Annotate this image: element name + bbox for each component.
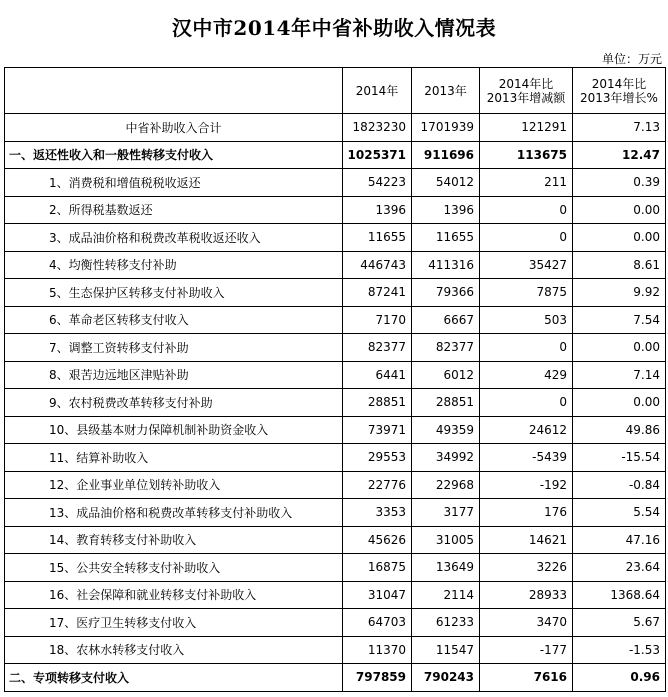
value-2013-cell: 6012 — [412, 361, 480, 389]
row-name-cell: 3、成品油价格和税费改革税收返还收入 — [5, 224, 343, 252]
row-name-cell: 2、所得税基数返还 — [5, 196, 343, 224]
diff-cell: 7875 — [480, 279, 573, 307]
value-2014-cell: 11370 — [343, 636, 412, 664]
table-row — [5, 444, 666, 472]
value-2013-cell: 34992 — [412, 444, 480, 472]
row-name-cell: 5、生态保护区转移支付补助收入 — [5, 279, 343, 307]
table-row — [5, 141, 666, 169]
value-2014-cell: 446743 — [343, 251, 412, 279]
value-2014-cell: 22776 — [343, 471, 412, 499]
table-row — [5, 581, 666, 609]
table-row — [5, 554, 666, 582]
diff-cell: 24612 — [480, 416, 573, 444]
row-name-cell: 18、农林水转移支付收入 — [5, 636, 343, 664]
value-2014-cell: 45626 — [343, 526, 412, 554]
row-name-cell: 7、调整工资转移支付补助 — [5, 334, 343, 362]
diff-cell: 28933 — [480, 581, 573, 609]
pct-cell: 0.39 — [573, 169, 666, 197]
pct-cell: 0.00 — [573, 389, 666, 417]
value-2013-cell: 61233 — [412, 609, 480, 637]
table-row — [5, 224, 666, 252]
table-header-row — [5, 68, 666, 114]
value-2014-cell: 1396 — [343, 196, 412, 224]
diff-cell: 503 — [480, 306, 573, 334]
value-2014-cell: 11655 — [343, 224, 412, 252]
value-2014-cell: 16875 — [343, 554, 412, 582]
pct-cell: 5.67 — [573, 609, 666, 637]
value-2013-cell: 11547 — [412, 636, 480, 664]
diff-cell: 0 — [480, 389, 573, 417]
value-2013-cell: 1396 — [412, 196, 480, 224]
header-2013: 2013年 — [412, 68, 480, 114]
header-item — [5, 68, 343, 114]
value-2014-cell: 797859 — [343, 664, 412, 692]
diff-cell: -192 — [480, 471, 573, 499]
row-name-cell: 二、专项转移支付收入 — [5, 664, 343, 692]
row-name-cell: 10、县级基本财力保障机制补助资金收入 — [5, 416, 343, 444]
value-2014-cell: 87241 — [343, 279, 412, 307]
table-row — [5, 499, 666, 527]
row-name-cell: 13、成品油价格和税费改革转移支付补助收入 — [5, 499, 343, 527]
value-2013-cell: 3177 — [412, 499, 480, 527]
pct-cell: 49.86 — [573, 416, 666, 444]
table-row — [5, 279, 666, 307]
pct-cell: 7.14 — [573, 361, 666, 389]
value-2014-cell: 64703 — [343, 609, 412, 637]
page-title: 汉中市2014年中省补助收入情况表 — [171, 16, 497, 40]
pct-cell: -15.54 — [573, 444, 666, 472]
header-2014: 2014年 — [343, 68, 412, 114]
pct-cell: 0.96 — [573, 664, 666, 692]
row-name-cell: 16、社会保障和就业转移支付补助收入 — [5, 581, 343, 609]
value-2014-cell: 28851 — [343, 389, 412, 417]
pct-cell: 0.00 — [573, 334, 666, 362]
value-2013-cell: 31005 — [412, 526, 480, 554]
diff-cell: 176 — [480, 499, 573, 527]
unit-label: 单位：万元 — [601, 52, 662, 66]
value-2014-cell: 31047 — [343, 581, 412, 609]
table-row — [5, 636, 666, 664]
table-row — [5, 114, 666, 142]
row-name-cell: 12、企业事业单位划转补助收入 — [5, 471, 343, 499]
row-name-cell: 一、返还性收入和一般性转移支付收入 — [5, 141, 343, 169]
row-name-cell: 15、公共安全转移支付补助收入 — [5, 554, 343, 582]
table-row — [5, 334, 666, 362]
value-2013-cell: 911696 — [412, 141, 480, 169]
row-name-cell: 14、教育转移支付补助收入 — [5, 526, 343, 554]
pct-cell: 7.13 — [573, 114, 666, 142]
value-2013-cell: 82377 — [412, 334, 480, 362]
diff-cell: 3470 — [480, 609, 573, 637]
diff-cell: 211 — [480, 169, 573, 197]
value-2013-cell: 49359 — [412, 416, 480, 444]
value-2013-cell: 79366 — [412, 279, 480, 307]
value-2013-cell: 1701939 — [412, 114, 480, 142]
diff-cell: 0 — [480, 334, 573, 362]
row-name-cell: 11、结算补助收入 — [5, 444, 343, 472]
row-name-cell: 中省补助收入合计 — [5, 114, 343, 142]
value-2014-cell: 29553 — [343, 444, 412, 472]
value-2014-cell: 7170 — [343, 306, 412, 334]
value-2013-cell: 411316 — [412, 251, 480, 279]
value-2014-cell: 73971 — [343, 416, 412, 444]
pct-cell: -1.53 — [573, 636, 666, 664]
table-row — [5, 609, 666, 637]
diff-cell: 429 — [480, 361, 573, 389]
pct-cell: 1368.64 — [573, 581, 666, 609]
value-2013-cell: 11655 — [412, 224, 480, 252]
diff-cell: -177 — [480, 636, 573, 664]
table-row — [5, 196, 666, 224]
pct-cell: 12.47 — [573, 141, 666, 169]
table-row — [5, 251, 666, 279]
value-2013-cell: 54012 — [412, 169, 480, 197]
pct-cell: 5.54 — [573, 499, 666, 527]
value-2014-cell: 54223 — [343, 169, 412, 197]
diff-cell: 0 — [480, 196, 573, 224]
header-diff: 2014年比2013年增减额 — [480, 68, 573, 114]
table-row — [5, 664, 666, 692]
table-row — [5, 526, 666, 554]
pct-cell: -0.84 — [573, 471, 666, 499]
diff-cell: 3226 — [480, 554, 573, 582]
value-2013-cell: 22968 — [412, 471, 480, 499]
diff-cell: 0 — [480, 224, 573, 252]
value-2013-cell: 28851 — [412, 389, 480, 417]
pct-cell: 0.00 — [573, 196, 666, 224]
row-name-cell: 4、均衡性转移支付补助 — [5, 251, 343, 279]
row-name-cell: 6、革命老区转移支付收入 — [5, 306, 343, 334]
diff-cell: 14621 — [480, 526, 573, 554]
table-row — [5, 389, 666, 417]
header-pct: 2014年比2013年增长% — [573, 68, 666, 114]
row-name-cell: 9、农村税费改革转移支付补助 — [5, 389, 343, 417]
pct-cell: 8.61 — [573, 251, 666, 279]
diff-cell: -5439 — [480, 444, 573, 472]
table-row — [5, 306, 666, 334]
row-name-cell: 1、消费税和增值税税收返还 — [5, 169, 343, 197]
diff-cell: 113675 — [480, 141, 573, 169]
value-2014-cell: 6441 — [343, 361, 412, 389]
value-2013-cell: 6667 — [412, 306, 480, 334]
pct-cell: 0.00 — [573, 224, 666, 252]
diff-cell: 7616 — [480, 664, 573, 692]
value-2013-cell: 790243 — [412, 664, 480, 692]
pct-cell: 9.92 — [573, 279, 666, 307]
table-row — [5, 471, 666, 499]
value-2014-cell: 1823230 — [343, 114, 412, 142]
diff-cell: 121291 — [480, 114, 573, 142]
row-name-cell: 8、艰苦边远地区津贴补助 — [5, 361, 343, 389]
pct-cell: 23.64 — [573, 554, 666, 582]
table-row — [5, 416, 666, 444]
value-2014-cell: 3353 — [343, 499, 412, 527]
table-row — [5, 361, 666, 389]
pct-cell: 7.54 — [573, 306, 666, 334]
value-2014-cell: 1025371 — [343, 141, 412, 169]
value-2013-cell: 2114 — [412, 581, 480, 609]
row-name-cell: 17、医疗卫生转移支付收入 — [5, 609, 343, 637]
value-2014-cell: 82377 — [343, 334, 412, 362]
table-row — [5, 169, 666, 197]
value-2013-cell: 13649 — [412, 554, 480, 582]
pct-cell: 47.16 — [573, 526, 666, 554]
diff-cell: 35427 — [480, 251, 573, 279]
subsidy-income-table — [4, 67, 666, 692]
